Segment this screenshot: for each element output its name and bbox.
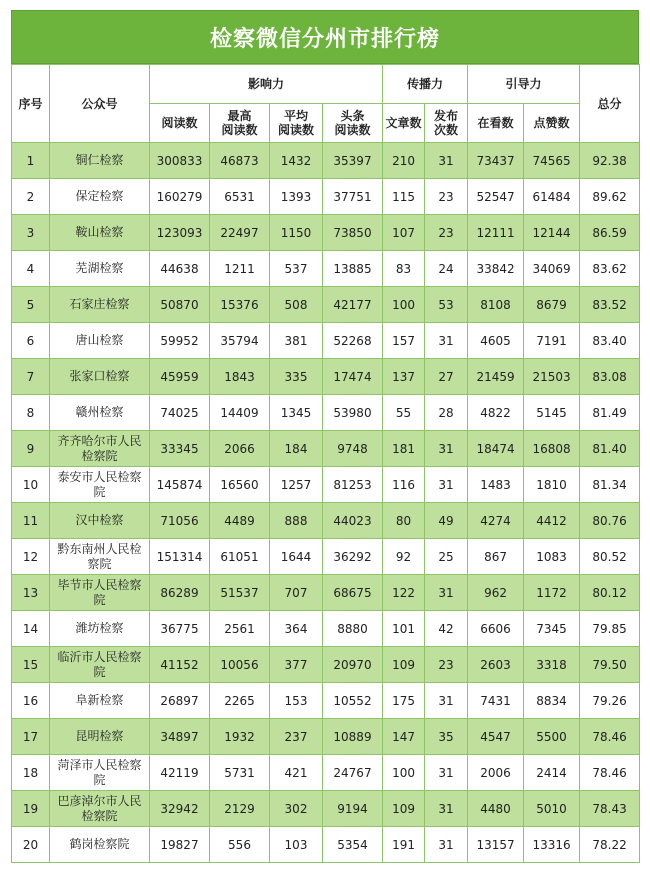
cell-viewing: 12111	[468, 215, 524, 251]
cell-max-reads: 1932	[210, 719, 270, 755]
cell-rank: 5	[12, 287, 50, 323]
cell-headline-reads: 10889	[323, 719, 383, 755]
cell-reads: 41152	[150, 647, 210, 683]
ranking-table	[11, 64, 640, 863]
cell-viewing: 8108	[468, 287, 524, 323]
cell-total: 78.22	[580, 827, 640, 863]
cell-headline-reads: 52268	[323, 323, 383, 359]
cell-rank: 2	[12, 179, 50, 215]
cell-name: 毕节市人民检察院	[50, 575, 150, 611]
header-influence: 影响力	[150, 65, 383, 104]
cell-articles: 181	[383, 431, 425, 467]
cell-avg-reads: 888	[270, 503, 323, 539]
cell-posts: 31	[425, 431, 468, 467]
cell-viewing: 4822	[468, 395, 524, 431]
cell-name: 铜仁检察	[50, 143, 150, 179]
cell-headline-reads: 20970	[323, 647, 383, 683]
cell-max-reads: 61051	[210, 539, 270, 575]
cell-headline-reads: 17474	[323, 359, 383, 395]
cell-likes: 61484	[524, 179, 580, 215]
cell-avg-reads: 707	[270, 575, 323, 611]
cell-reads: 160279	[150, 179, 210, 215]
cell-total: 80.12	[580, 575, 640, 611]
cell-max-reads: 10056	[210, 647, 270, 683]
table-row	[12, 179, 640, 215]
cell-articles: 116	[383, 467, 425, 503]
cell-avg-reads: 421	[270, 755, 323, 791]
cell-articles: 191	[383, 827, 425, 863]
cell-max-reads: 1843	[210, 359, 270, 395]
cell-name: 石家庄检察	[50, 287, 150, 323]
header-rank: 序号	[12, 65, 50, 143]
cell-posts: 23	[425, 647, 468, 683]
cell-articles: 101	[383, 611, 425, 647]
cell-avg-reads: 103	[270, 827, 323, 863]
header-articles: 文章数	[383, 104, 425, 143]
header-avg-reads: 平均 阅读数	[270, 104, 323, 143]
cell-posts: 42	[425, 611, 468, 647]
cell-rank: 14	[12, 611, 50, 647]
cell-posts: 23	[425, 179, 468, 215]
cell-name: 张家口检察	[50, 359, 150, 395]
cell-total: 83.62	[580, 251, 640, 287]
table-row	[12, 647, 640, 683]
cell-avg-reads: 1257	[270, 467, 323, 503]
cell-avg-reads: 381	[270, 323, 323, 359]
cell-rank: 15	[12, 647, 50, 683]
ranking-body	[12, 143, 640, 863]
cell-viewing: 867	[468, 539, 524, 575]
cell-articles: 83	[383, 251, 425, 287]
cell-reads: 151314	[150, 539, 210, 575]
cell-rank: 12	[12, 539, 50, 575]
cell-rank: 16	[12, 683, 50, 719]
cell-posts: 31	[425, 143, 468, 179]
table-row	[12, 611, 640, 647]
cell-rank: 19	[12, 791, 50, 827]
cell-viewing: 4547	[468, 719, 524, 755]
cell-reads: 71056	[150, 503, 210, 539]
cell-likes: 8834	[524, 683, 580, 719]
cell-max-reads: 6531	[210, 179, 270, 215]
header-posts: 发布 次数	[425, 104, 468, 143]
cell-rank: 9	[12, 431, 50, 467]
cell-reads: 145874	[150, 467, 210, 503]
cell-reads: 86289	[150, 575, 210, 611]
cell-max-reads: 4489	[210, 503, 270, 539]
cell-articles: 157	[383, 323, 425, 359]
header-account: 公众号	[50, 65, 150, 143]
cell-likes: 2414	[524, 755, 580, 791]
cell-likes: 5145	[524, 395, 580, 431]
cell-rank: 10	[12, 467, 50, 503]
cell-headline-reads: 10552	[323, 683, 383, 719]
cell-likes: 1172	[524, 575, 580, 611]
table-row	[12, 431, 640, 467]
cell-likes: 7345	[524, 611, 580, 647]
cell-posts: 35	[425, 719, 468, 755]
cell-total: 78.46	[580, 719, 640, 755]
table-row	[12, 395, 640, 431]
cell-reads: 19827	[150, 827, 210, 863]
cell-articles: 122	[383, 575, 425, 611]
header-row-groups	[12, 65, 640, 104]
cell-likes: 21503	[524, 359, 580, 395]
cell-posts: 24	[425, 251, 468, 287]
cell-viewing: 13157	[468, 827, 524, 863]
cell-avg-reads: 1150	[270, 215, 323, 251]
cell-headline-reads: 53980	[323, 395, 383, 431]
cell-name: 鹤岗检察院	[50, 827, 150, 863]
cell-articles: 80	[383, 503, 425, 539]
cell-reads: 50870	[150, 287, 210, 323]
cell-likes: 1083	[524, 539, 580, 575]
cell-headline-reads: 73850	[323, 215, 383, 251]
cell-viewing: 33842	[468, 251, 524, 287]
cell-avg-reads: 508	[270, 287, 323, 323]
cell-name: 巴彦淖尔市人民检察院	[50, 791, 150, 827]
ranking-sheet	[11, 10, 639, 863]
cell-total: 78.46	[580, 755, 640, 791]
cell-posts: 28	[425, 395, 468, 431]
cell-name: 保定检察	[50, 179, 150, 215]
cell-reads: 59952	[150, 323, 210, 359]
cell-viewing: 962	[468, 575, 524, 611]
cell-viewing: 4480	[468, 791, 524, 827]
cell-rank: 6	[12, 323, 50, 359]
cell-articles: 109	[383, 647, 425, 683]
cell-total: 92.38	[580, 143, 640, 179]
cell-avg-reads: 1644	[270, 539, 323, 575]
cell-avg-reads: 364	[270, 611, 323, 647]
cell-viewing: 2603	[468, 647, 524, 683]
header-spread: 传播力	[383, 65, 468, 104]
cell-posts: 27	[425, 359, 468, 395]
cell-headline-reads: 42177	[323, 287, 383, 323]
cell-max-reads: 22497	[210, 215, 270, 251]
header-viewing: 在看数	[468, 104, 524, 143]
cell-posts: 31	[425, 467, 468, 503]
header-total: 总分	[580, 65, 640, 143]
cell-avg-reads: 537	[270, 251, 323, 287]
cell-name: 芜湖检察	[50, 251, 150, 287]
table-row	[12, 359, 640, 395]
cell-total: 81.49	[580, 395, 640, 431]
header-reads: 阅读数	[150, 104, 210, 143]
cell-name: 齐齐哈尔市人民检察院	[50, 431, 150, 467]
cell-headline-reads: 37751	[323, 179, 383, 215]
cell-rank: 11	[12, 503, 50, 539]
cell-articles: 147	[383, 719, 425, 755]
cell-articles: 100	[383, 287, 425, 323]
cell-max-reads: 14409	[210, 395, 270, 431]
cell-posts: 31	[425, 683, 468, 719]
cell-reads: 74025	[150, 395, 210, 431]
cell-articles: 115	[383, 179, 425, 215]
cell-rank: 7	[12, 359, 50, 395]
cell-posts: 31	[425, 791, 468, 827]
cell-headline-reads: 8880	[323, 611, 383, 647]
cell-name: 菏泽市人民检察院	[50, 755, 150, 791]
cell-max-reads: 2561	[210, 611, 270, 647]
header-headline-reads: 头条 阅读数	[323, 104, 383, 143]
cell-viewing: 18474	[468, 431, 524, 467]
cell-likes: 3318	[524, 647, 580, 683]
table-row	[12, 287, 640, 323]
cell-likes: 4412	[524, 503, 580, 539]
cell-total: 83.08	[580, 359, 640, 395]
cell-rank: 20	[12, 827, 50, 863]
cell-likes: 8679	[524, 287, 580, 323]
cell-headline-reads: 35397	[323, 143, 383, 179]
cell-articles: 137	[383, 359, 425, 395]
cell-total: 80.76	[580, 503, 640, 539]
table-row	[12, 791, 640, 827]
cell-avg-reads: 335	[270, 359, 323, 395]
cell-max-reads: 15376	[210, 287, 270, 323]
table-row	[12, 683, 640, 719]
cell-articles: 107	[383, 215, 425, 251]
table-row	[12, 215, 640, 251]
cell-headline-reads: 24767	[323, 755, 383, 791]
cell-total: 80.52	[580, 539, 640, 575]
cell-posts: 49	[425, 503, 468, 539]
cell-viewing: 4605	[468, 323, 524, 359]
table-row	[12, 539, 640, 575]
cell-max-reads: 2265	[210, 683, 270, 719]
cell-posts: 25	[425, 539, 468, 575]
cell-avg-reads: 1432	[270, 143, 323, 179]
cell-reads: 32942	[150, 791, 210, 827]
cell-viewing: 1483	[468, 467, 524, 503]
cell-likes: 13316	[524, 827, 580, 863]
cell-avg-reads: 377	[270, 647, 323, 683]
cell-rank: 17	[12, 719, 50, 755]
cell-reads: 123093	[150, 215, 210, 251]
cell-name: 汉中检察	[50, 503, 150, 539]
cell-rank: 18	[12, 755, 50, 791]
cell-rank: 13	[12, 575, 50, 611]
cell-viewing: 21459	[468, 359, 524, 395]
cell-name: 昆明检察	[50, 719, 150, 755]
cell-articles: 92	[383, 539, 425, 575]
cell-total: 79.26	[580, 683, 640, 719]
cell-articles: 210	[383, 143, 425, 179]
cell-viewing: 6606	[468, 611, 524, 647]
cell-name: 黔东南州人民检察院	[50, 539, 150, 575]
cell-posts: 31	[425, 575, 468, 611]
cell-total: 81.40	[580, 431, 640, 467]
header-max-reads: 最高 阅读数	[210, 104, 270, 143]
page-title: 检察微信分州市排行榜	[11, 10, 639, 64]
cell-max-reads: 46873	[210, 143, 270, 179]
cell-likes: 16808	[524, 431, 580, 467]
cell-viewing: 4274	[468, 503, 524, 539]
cell-rank: 3	[12, 215, 50, 251]
cell-name: 潍坊检察	[50, 611, 150, 647]
table-row	[12, 503, 640, 539]
cell-likes: 34069	[524, 251, 580, 287]
cell-headline-reads: 68675	[323, 575, 383, 611]
table-row	[12, 827, 640, 863]
cell-reads: 26897	[150, 683, 210, 719]
cell-max-reads: 5731	[210, 755, 270, 791]
cell-total: 83.52	[580, 287, 640, 323]
cell-avg-reads: 1345	[270, 395, 323, 431]
cell-articles: 109	[383, 791, 425, 827]
cell-total: 81.34	[580, 467, 640, 503]
cell-viewing: 2006	[468, 755, 524, 791]
table-row	[12, 323, 640, 359]
cell-name: 唐山检察	[50, 323, 150, 359]
cell-posts: 23	[425, 215, 468, 251]
header-likes: 点赞数	[524, 104, 580, 143]
cell-total: 83.40	[580, 323, 640, 359]
cell-likes: 5500	[524, 719, 580, 755]
cell-likes: 7191	[524, 323, 580, 359]
cell-reads: 300833	[150, 143, 210, 179]
table-row	[12, 719, 640, 755]
cell-posts: 31	[425, 827, 468, 863]
cell-avg-reads: 1393	[270, 179, 323, 215]
cell-likes: 1810	[524, 467, 580, 503]
cell-articles: 175	[383, 683, 425, 719]
cell-max-reads: 2066	[210, 431, 270, 467]
cell-headline-reads: 81253	[323, 467, 383, 503]
cell-avg-reads: 237	[270, 719, 323, 755]
cell-headline-reads: 9748	[323, 431, 383, 467]
cell-max-reads: 51537	[210, 575, 270, 611]
cell-avg-reads: 302	[270, 791, 323, 827]
table-row	[12, 755, 640, 791]
cell-reads: 42119	[150, 755, 210, 791]
cell-posts: 53	[425, 287, 468, 323]
table-row	[12, 143, 640, 179]
cell-name: 阜新检察	[50, 683, 150, 719]
cell-avg-reads: 153	[270, 683, 323, 719]
cell-headline-reads: 44023	[323, 503, 383, 539]
cell-max-reads: 1211	[210, 251, 270, 287]
cell-viewing: 73437	[468, 143, 524, 179]
cell-rank: 1	[12, 143, 50, 179]
cell-likes: 12144	[524, 215, 580, 251]
cell-headline-reads: 5354	[323, 827, 383, 863]
table-row	[12, 251, 640, 287]
cell-reads: 45959	[150, 359, 210, 395]
cell-articles: 100	[383, 755, 425, 791]
header-guidance: 引导力	[468, 65, 580, 104]
cell-max-reads: 16560	[210, 467, 270, 503]
cell-headline-reads: 13885	[323, 251, 383, 287]
cell-headline-reads: 9194	[323, 791, 383, 827]
cell-total: 86.59	[580, 215, 640, 251]
table-row	[12, 575, 640, 611]
cell-max-reads: 556	[210, 827, 270, 863]
cell-name: 临沂市人民检察院	[50, 647, 150, 683]
cell-reads: 44638	[150, 251, 210, 287]
cell-name: 赣州检察	[50, 395, 150, 431]
cell-total: 78.43	[580, 791, 640, 827]
cell-posts: 31	[425, 323, 468, 359]
cell-posts: 31	[425, 755, 468, 791]
cell-likes: 74565	[524, 143, 580, 179]
cell-rank: 8	[12, 395, 50, 431]
cell-max-reads: 35794	[210, 323, 270, 359]
cell-likes: 5010	[524, 791, 580, 827]
cell-total: 79.85	[580, 611, 640, 647]
cell-name: 鞍山检察	[50, 215, 150, 251]
cell-max-reads: 2129	[210, 791, 270, 827]
cell-rank: 4	[12, 251, 50, 287]
cell-total: 79.50	[580, 647, 640, 683]
cell-articles: 55	[383, 395, 425, 431]
cell-reads: 33345	[150, 431, 210, 467]
cell-viewing: 52547	[468, 179, 524, 215]
cell-headline-reads: 36292	[323, 539, 383, 575]
cell-total: 89.62	[580, 179, 640, 215]
cell-viewing: 7431	[468, 683, 524, 719]
cell-name: 泰安市人民检察院	[50, 467, 150, 503]
cell-avg-reads: 184	[270, 431, 323, 467]
cell-reads: 36775	[150, 611, 210, 647]
table-row	[12, 467, 640, 503]
cell-reads: 34897	[150, 719, 210, 755]
